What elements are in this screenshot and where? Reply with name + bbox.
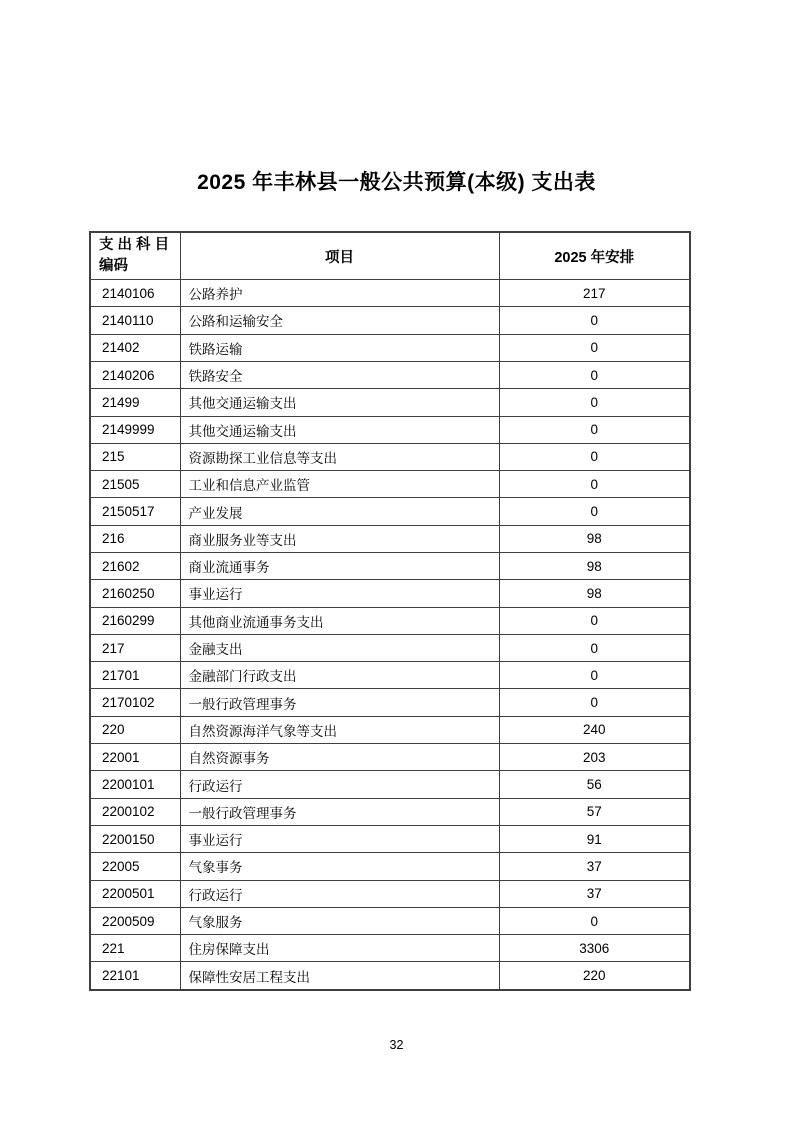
cell-item: 其他交通运输支出 (180, 416, 499, 443)
column-header-code (90, 232, 180, 280)
cell-item: 工业和信息产业监管 (180, 471, 499, 498)
cell-item: 保障性安居工程支出 (180, 962, 499, 990)
cell-amount: 0 (499, 607, 690, 634)
cell-amount: 57 (499, 798, 690, 825)
table-row (90, 907, 690, 934)
cell-code: 2140106 (90, 280, 180, 307)
cell-item: 一般行政管理事务 (180, 798, 499, 825)
cell-item: 商业服务业等支出 (180, 525, 499, 552)
cell-code: 217 (90, 634, 180, 661)
cell-item: 事业运行 (180, 825, 499, 852)
cell-code: 221 (90, 935, 180, 962)
table-row (90, 498, 690, 525)
header-row (90, 232, 690, 280)
cell-item: 事业运行 (180, 580, 499, 607)
cell-amount: 0 (499, 634, 690, 661)
cell-code: 216 (90, 525, 180, 552)
cell-item: 其他商业流通事务支出 (180, 607, 499, 634)
cell-item: 铁路运输 (180, 334, 499, 361)
cell-amount: 0 (499, 307, 690, 334)
cell-item: 金融部门行政支出 (180, 662, 499, 689)
cell-code: 2160250 (90, 580, 180, 607)
cell-amount: 3306 (499, 935, 690, 962)
cell-amount: 0 (499, 907, 690, 934)
table-row (90, 525, 690, 552)
cell-code: 2140110 (90, 307, 180, 334)
table-row (90, 443, 690, 470)
cell-amount: 0 (499, 334, 690, 361)
table-row (90, 771, 690, 798)
page-number: 32 (389, 1038, 404, 1052)
cell-code: 21505 (90, 471, 180, 498)
cell-item: 产业发展 (180, 498, 499, 525)
cell-code: 2200101 (90, 771, 180, 798)
cell-amount: 217 (499, 280, 690, 307)
cell-amount: 0 (499, 361, 690, 388)
cell-item: 行政运行 (180, 880, 499, 907)
cell-amount: 37 (499, 880, 690, 907)
table-row (90, 334, 690, 361)
cell-item: 气象事务 (180, 853, 499, 880)
cell-item: 金融支出 (180, 634, 499, 661)
cell-amount: 203 (499, 744, 690, 771)
table-row (90, 689, 690, 716)
cell-code: 2149999 (90, 416, 180, 443)
table-row (90, 607, 690, 634)
table-row (90, 744, 690, 771)
cell-amount: 0 (499, 471, 690, 498)
cell-code: 22005 (90, 853, 180, 880)
cell-code: 2140206 (90, 361, 180, 388)
cell-item: 公路养护 (180, 280, 499, 307)
cell-code: 22101 (90, 962, 180, 990)
cell-item: 住房保障支出 (180, 935, 499, 962)
cell-amount: 0 (499, 416, 690, 443)
cell-code: 2160299 (90, 607, 180, 634)
table-row (90, 798, 690, 825)
table-row (90, 634, 690, 661)
column-header-amount: 2025 年安排 (499, 232, 690, 280)
cell-amount: 0 (499, 662, 690, 689)
table-row (90, 825, 690, 852)
cell-code: 22001 (90, 744, 180, 771)
table-row (90, 662, 690, 689)
page-title: 2025 年丰林县一般公共预算(本级) 支出表 (197, 171, 596, 194)
cell-amount: 240 (499, 716, 690, 743)
cell-amount: 0 (499, 498, 690, 525)
budget-table (89, 231, 691, 991)
cell-amount: 91 (499, 825, 690, 852)
table-row (90, 416, 690, 443)
cell-amount: 37 (499, 853, 690, 880)
table-row (90, 853, 690, 880)
cell-amount: 98 (499, 580, 690, 607)
cell-item: 自然资源事务 (180, 744, 499, 771)
cell-code: 2170102 (90, 689, 180, 716)
cell-item: 一般行政管理事务 (180, 689, 499, 716)
table-row (90, 361, 690, 388)
cell-amount: 56 (499, 771, 690, 798)
cell-item: 铁路安全 (180, 361, 499, 388)
cell-amount: 98 (499, 525, 690, 552)
cell-code: 2200501 (90, 880, 180, 907)
table-row (90, 389, 690, 416)
cell-code: 21701 (90, 662, 180, 689)
budget-table-body (90, 280, 690, 990)
cell-code: 220 (90, 716, 180, 743)
table-row (90, 716, 690, 743)
cell-item: 行政运行 (180, 771, 499, 798)
table-row (90, 280, 690, 307)
cell-item: 自然资源海洋气象等支出 (180, 716, 499, 743)
column-header-code-line2: 编码 (99, 258, 128, 275)
cell-code: 21602 (90, 553, 180, 580)
table-row (90, 880, 690, 907)
cell-amount: 220 (499, 962, 690, 990)
cell-code: 2150517 (90, 498, 180, 525)
cell-code: 215 (90, 443, 180, 470)
cell-item: 资源勘探工业信息等支出 (180, 443, 499, 470)
cell-code: 21402 (90, 334, 180, 361)
cell-amount: 98 (499, 553, 690, 580)
cell-code: 2200509 (90, 907, 180, 934)
table-row (90, 580, 690, 607)
cell-code: 21499 (90, 389, 180, 416)
cell-item: 公路和运输安全 (180, 307, 499, 334)
cell-item: 气象服务 (180, 907, 499, 934)
cell-amount: 0 (499, 689, 690, 716)
column-header-item: 项目 (180, 232, 499, 280)
table-row (90, 935, 690, 962)
cell-item: 商业流通事务 (180, 553, 499, 580)
table-row (90, 962, 690, 990)
column-header-code-line1: 支 出 科 目 (99, 237, 170, 253)
cell-amount: 0 (499, 443, 690, 470)
table-row (90, 307, 690, 334)
cell-code: 2200150 (90, 825, 180, 852)
table-row (90, 471, 690, 498)
table-row (90, 553, 690, 580)
budget-table-header (90, 232, 690, 280)
cell-item: 其他交通运输支出 (180, 389, 499, 416)
cell-amount: 0 (499, 389, 690, 416)
cell-code: 2200102 (90, 798, 180, 825)
